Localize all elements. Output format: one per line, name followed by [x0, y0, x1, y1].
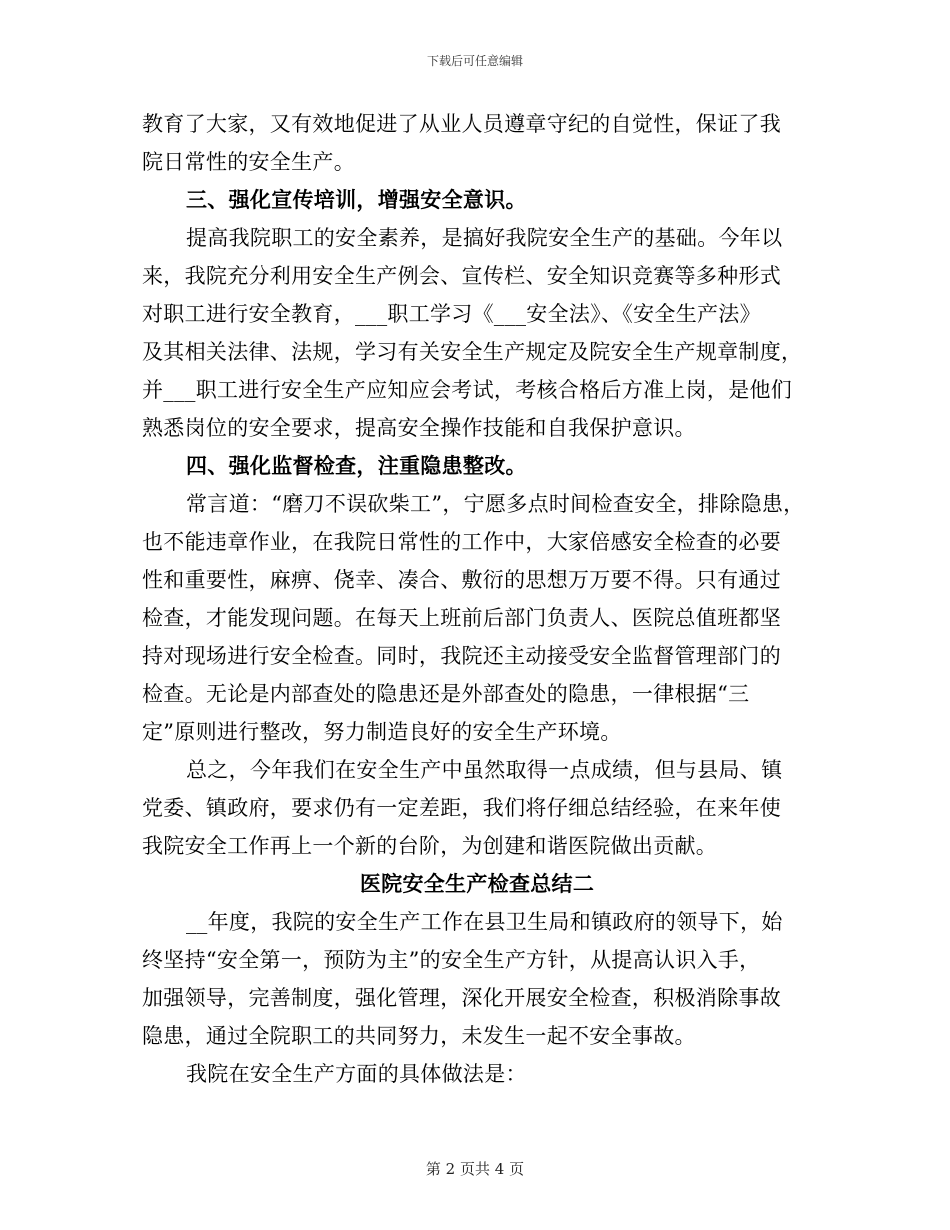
paragraph-line: 检查，才能发现问题。在每天上班前后部门负责人、医院总值班都坚	[142, 606, 781, 630]
paragraph-line: 及其相关法律、法规，学习有关安全生产规定及院安全生产规章制度，	[142, 340, 803, 364]
paragraph-line: 我院安全工作再上一个新的台阶，为创建和谐医院做出贡献。	[142, 834, 718, 858]
paragraph-line: 我院在安全生产方面的具体做法是：	[186, 1062, 527, 1086]
document-body	[142, 105, 812, 1093]
paragraph-line: 熟悉岗位的安全要求，提高安全操作技能和自我保护意识。	[142, 416, 696, 440]
section-heading: 四、强化监督检查，注重隐患整改。	[186, 453, 527, 478]
paragraph-line: 性和重要性，麻痹、侥幸、凑合、敷衍的思想万万要不得。只有通过	[142, 568, 781, 592]
paragraph-line: 并___职工进行安全生产应知应会考试，考核合格后方准上岗，是他们	[142, 378, 793, 402]
paragraph-line: __年度，我院的安全生产工作在县卫生局和镇政府的领导下，始	[186, 910, 783, 934]
paragraph-line: 院日常性的安全生产。	[142, 150, 355, 174]
paragraph-line: 加强领导，完善制度，强化管理，深化开展安全检查，积极消除事故	[142, 986, 781, 1010]
paragraph-line: 提高我院职工的安全素养，是搞好我院安全生产的基础。今年以	[186, 226, 783, 250]
paragraph-line: 检查。无论是内部查处的隐患还是外部查处的隐患，一律根据“三	[142, 682, 750, 706]
page-header: 下载后可任意编辑	[426, 54, 523, 68]
section-heading: 三、强化宣传培训，增强安全意识。	[186, 187, 527, 212]
paragraph-line: 常言道：“磨刀不误砍柴工”，宁愿多点时间检查安全，排除隐患，	[186, 492, 805, 516]
paragraph-line: 教育了大家，又有效地促进了从业人员遵章守纪的自觉性，保证了我	[142, 112, 781, 136]
document-title: 医院安全生产检查总结二	[359, 871, 595, 896]
paragraph-line: 也不能违章作业，在我院日常性的工作中，大家倍感安全检查的必要	[142, 530, 781, 554]
page-footer: 第 2 页共 4 页	[425, 1160, 525, 1178]
paragraph-line: 隐患，通过全院职工的共同努力，未发生一起不安全事故。	[142, 1024, 696, 1048]
paragraph-line: 党委、镇政府，要求仍有一定差距，我们将仔细总结经验，在来年使	[142, 796, 781, 820]
paragraph-line: 定”原则进行整改，努力制造良好的安全生产环境。	[142, 720, 622, 744]
paragraph-line: 持对现场进行安全检查。同时，我院还主动接受安全监督管理部门的	[142, 644, 781, 668]
paragraph-line: 总之，今年我们在安全生产中虽然取得一点成绩，但与县局、镇	[186, 758, 783, 782]
paragraph-line: 终坚持“安全第一，预防为主”的安全生产方针，从提高认识入手，	[142, 948, 761, 972]
paragraph-line: 来，我院充分利用安全生产例会、宣传栏、安全知识竞赛等多种形式	[142, 264, 781, 288]
paragraph-line: 对职工进行安全教育，___职工学习《___安全法》、《安全生产法》	[142, 302, 761, 326]
